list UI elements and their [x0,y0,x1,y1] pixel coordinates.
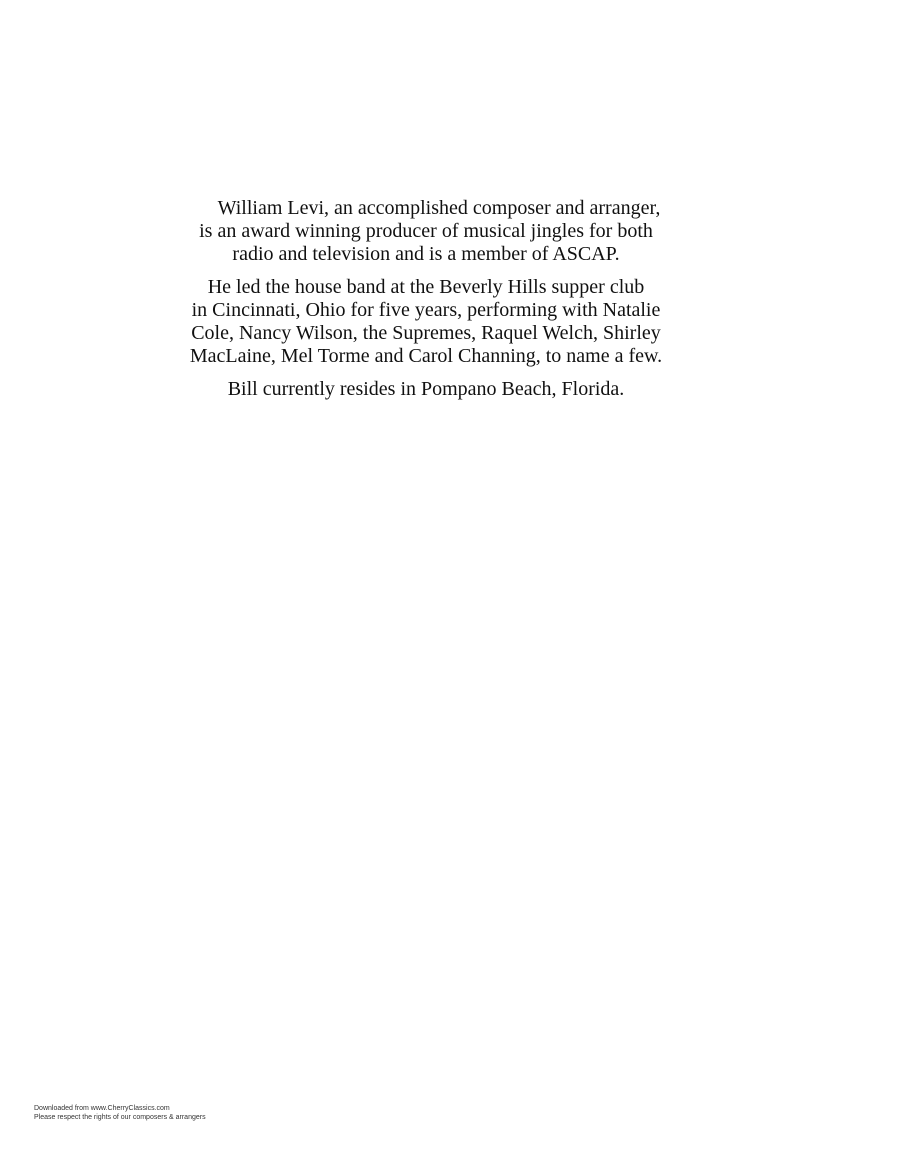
bio-line: radio and television and is a member of ASCAP. [232,243,620,265]
bio-paragraph [0,276,852,368]
footer-source-line: Downloaded from www.CherryClassics.com [34,1105,170,1112]
bio-line: in Cincinnati, Ohio for five years, performing with Natalie [191,299,661,321]
bio-line: He led the house band at the Beverly Hills supper club [207,276,645,298]
bio-line: Cole, Nancy Wilson, the Supremes, Raquel Welch, Shirley [191,322,661,344]
bio-paragraph [0,378,852,401]
download-footer [34,1104,206,1122]
bio-line: Bill currently resides in Pompano Beach, Florida. [227,378,625,400]
bio-line: MacLaine, Mel Torme and Carol Channing, to name a few. [189,345,663,367]
footer-rights-line: Please respect the rights of our composers & arrangers [34,1114,206,1121]
bio-paragraph [0,197,852,266]
bio-line: is an award winning producer of musical jingles for both [199,220,653,242]
biography-text [0,197,852,411]
bio-line: William Levi, an accomplished composer and arranger, [217,197,661,219]
